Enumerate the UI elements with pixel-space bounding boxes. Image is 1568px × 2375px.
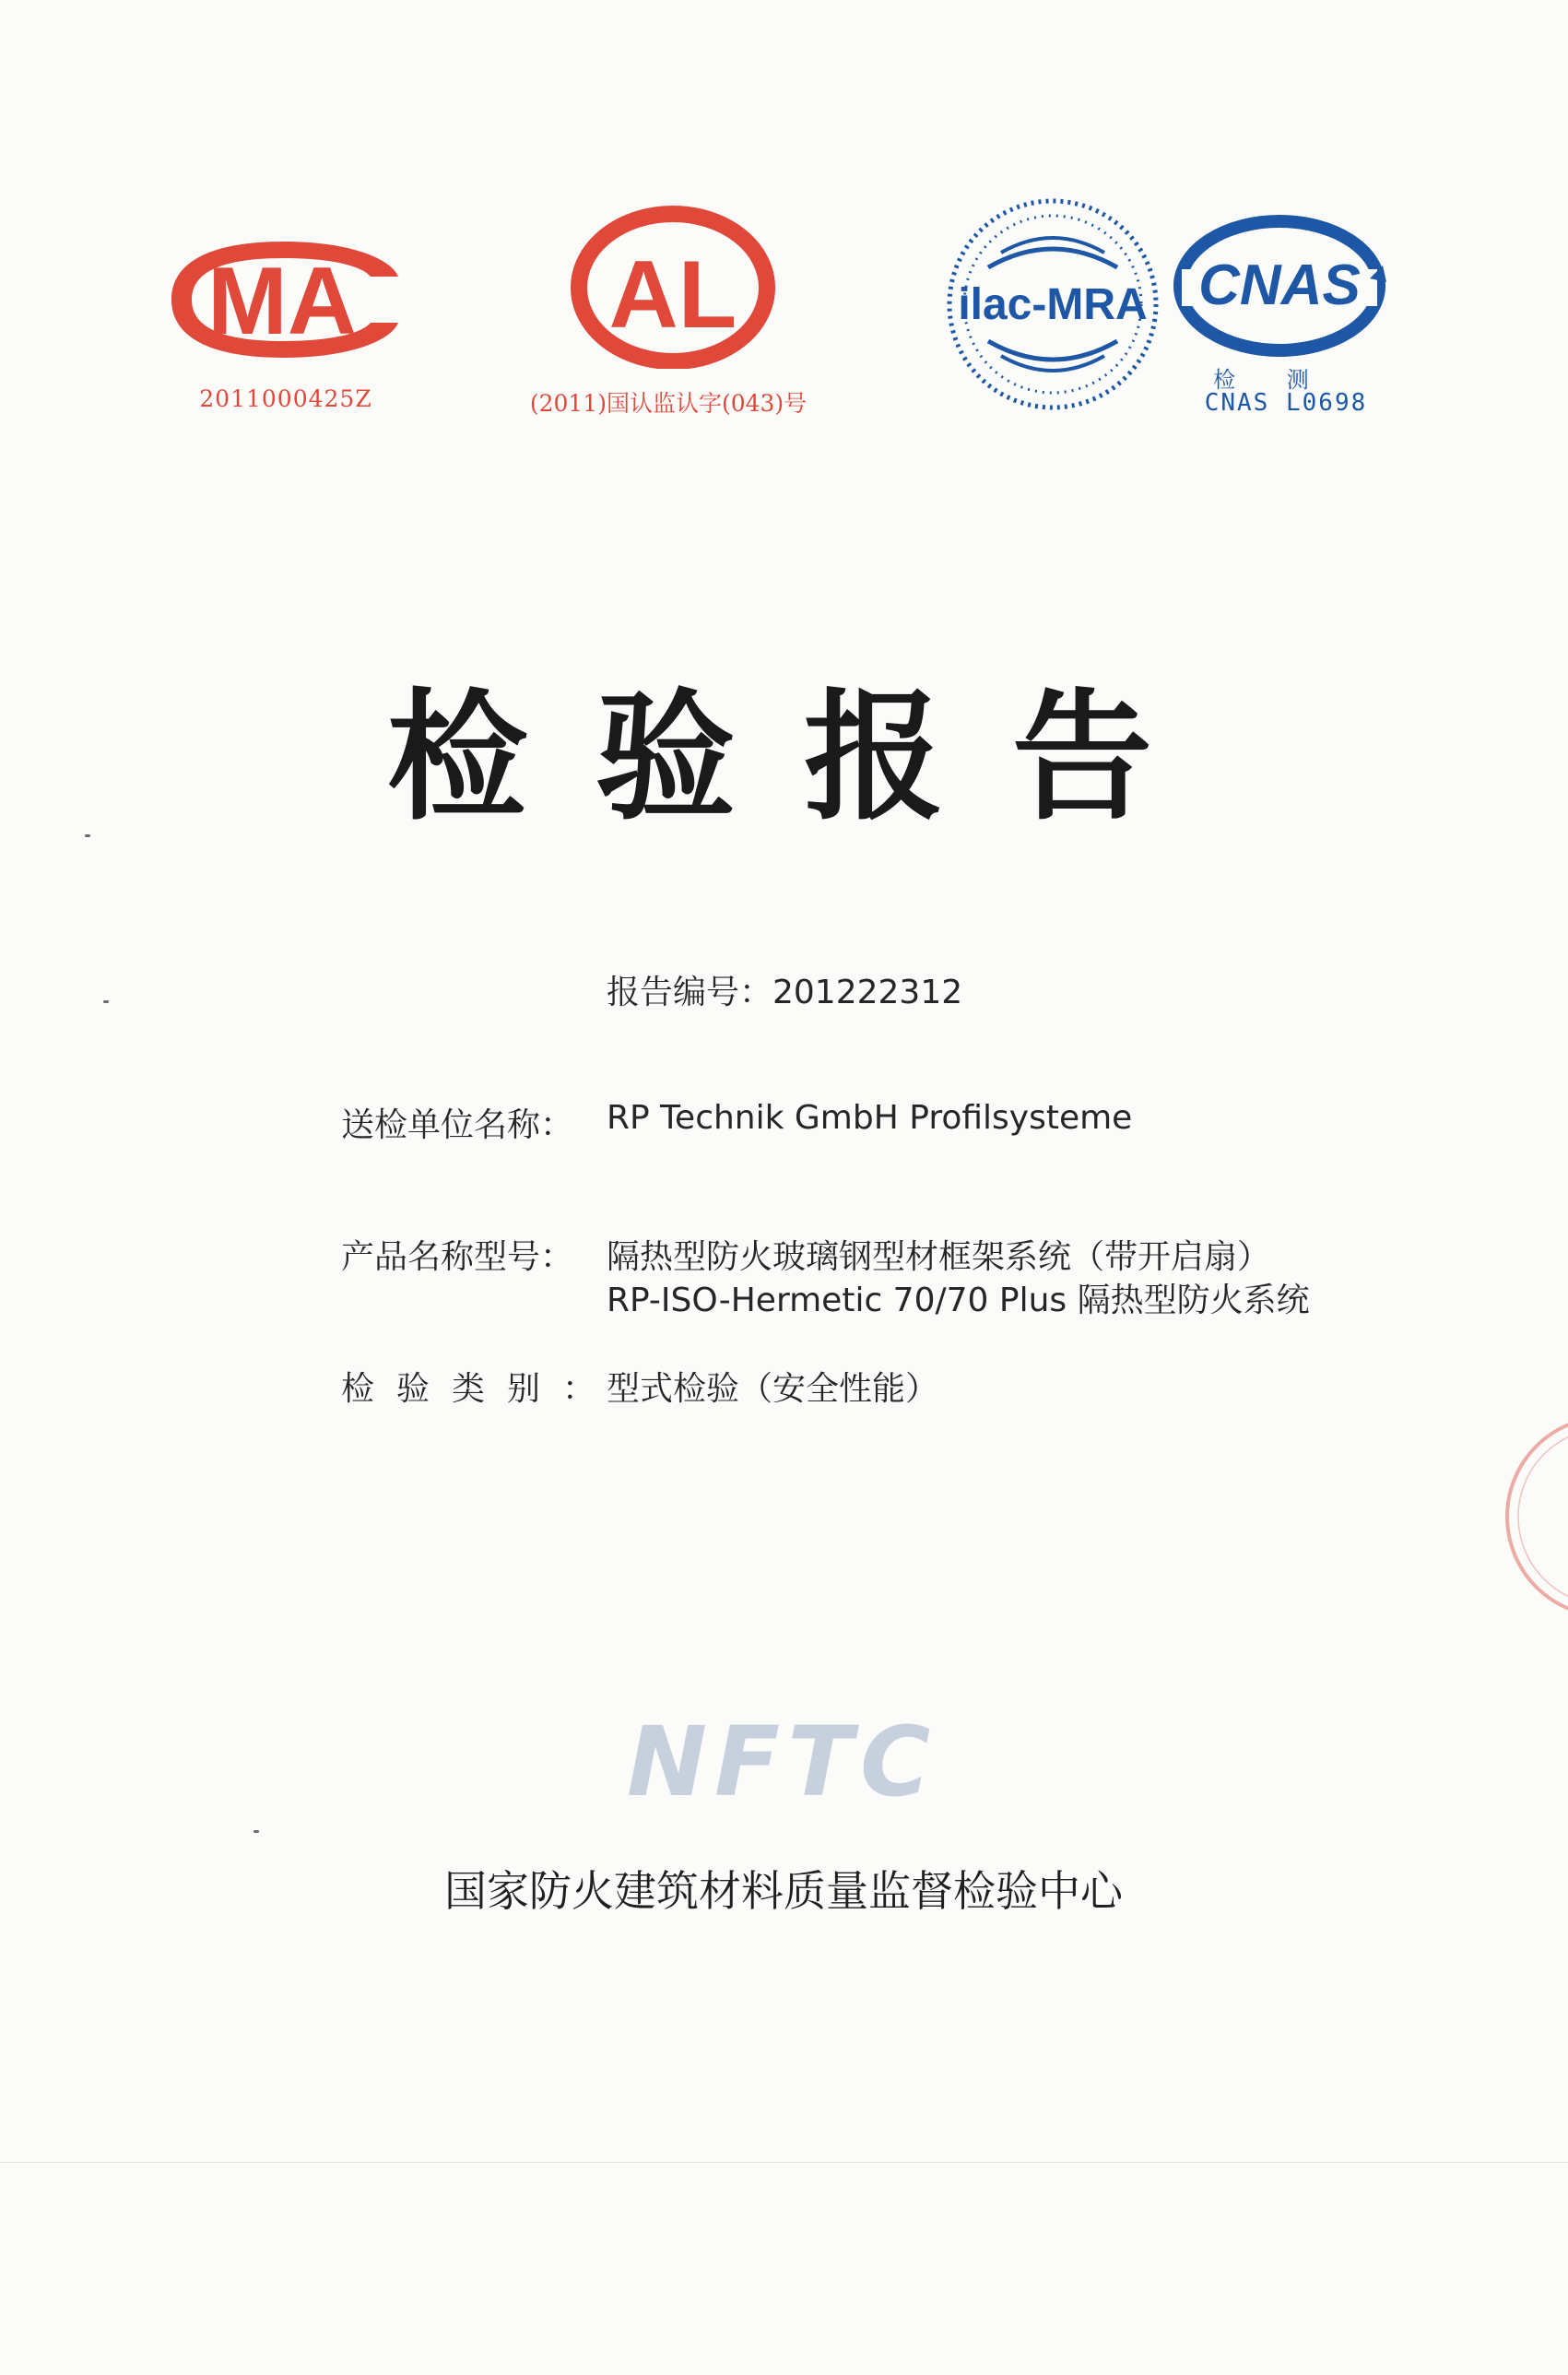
cma-code: 2011000425Z [199,385,372,412]
ilac-mra-text: ilac-MRA [958,280,1148,329]
inspection-type-value: 型式检验（安全性能） [607,1370,939,1408]
scan-speck [85,834,90,837]
cal-logo-text: AL [608,242,737,349]
report-number: 报告编号：201222312 [607,974,963,1011]
cal-code: (2011)国认监认字(043)号 [529,390,808,417]
client-value: RP Technik GmbH Profilsysteme [607,1099,1133,1137]
product-label: 产品名称型号： [341,1238,574,1276]
inspection-type-label: 检验类别： [341,1370,619,1408]
red-stamp [1498,1411,1568,1623]
ilac-mra-logo [942,194,1163,415]
scan-speck [103,1000,109,1003]
report-title: 检验报告 [387,674,1220,839]
cma-logo [164,230,406,369]
nftc-watermark: NFTC [627,1706,938,1818]
scan-speck [253,1830,259,1833]
product-value-line2: RP-ISO-Hermetic 70/70 Plus 隔热型防火系统 [607,1282,1310,1319]
cnas-cn-label: 检 测 [1213,367,1331,393]
client-label: 送检单位名称： [341,1106,574,1144]
cnas-logo-text: CNAS [1198,254,1361,317]
product-value-line1: 隔热型防火玻璃钢型材框架系统（带开启扇） [607,1238,1271,1276]
cal-logo [567,203,779,369]
cma-logo-text: MA [207,248,357,355]
cnas-code: CNAS L0698 [1204,389,1368,417]
issuer-name: 国家防火建筑材料质量监督检验中心 [444,1866,1123,1916]
scan-edge-line [0,2162,1568,2163]
